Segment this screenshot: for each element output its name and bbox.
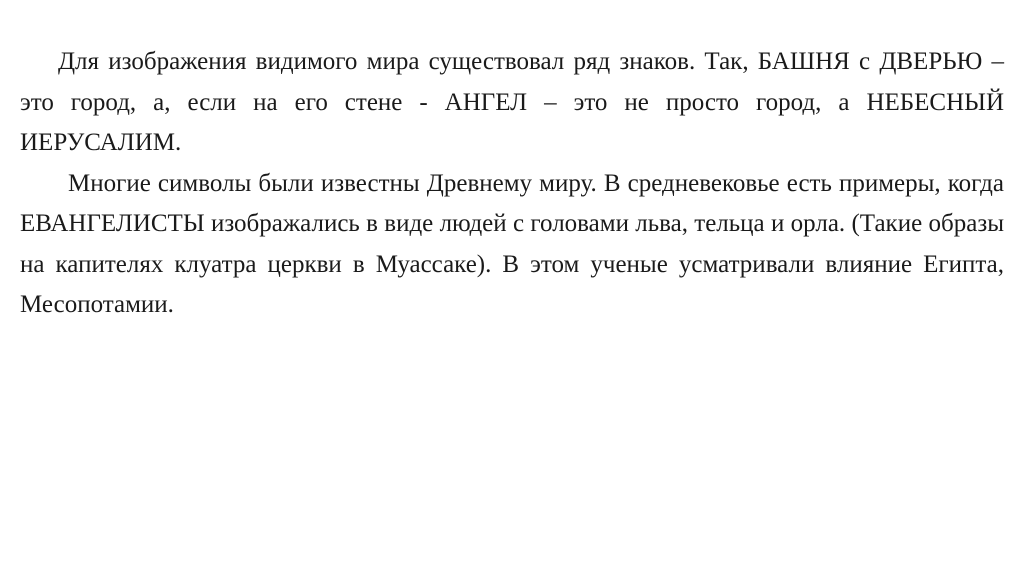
text-block: [20, 42, 1004, 326]
paragraph-symbols-evangelists: Многие символы были известны Древнему миру. В средневековье есть примеры, когда ЕВАНГЕЛИСТЫ изображались в виде людей с головами льва, тельца и орла. (Такие образы на капителях клуатра церкви в Муассаке). В этом ученые усматривали влияние Египта, Месопотамии.: [20, 169, 1004, 318]
paragraph-visible-world-signs: Для изображения видимого мира существовал ряд знаков. Так, БАШНЯ с ДВЕРЬЮ – это город, а, если на его стене - АНГЕЛ – это не просто город, а НЕБЕСНЫЙ ИЕРУСАЛИМ.: [20, 48, 1004, 156]
